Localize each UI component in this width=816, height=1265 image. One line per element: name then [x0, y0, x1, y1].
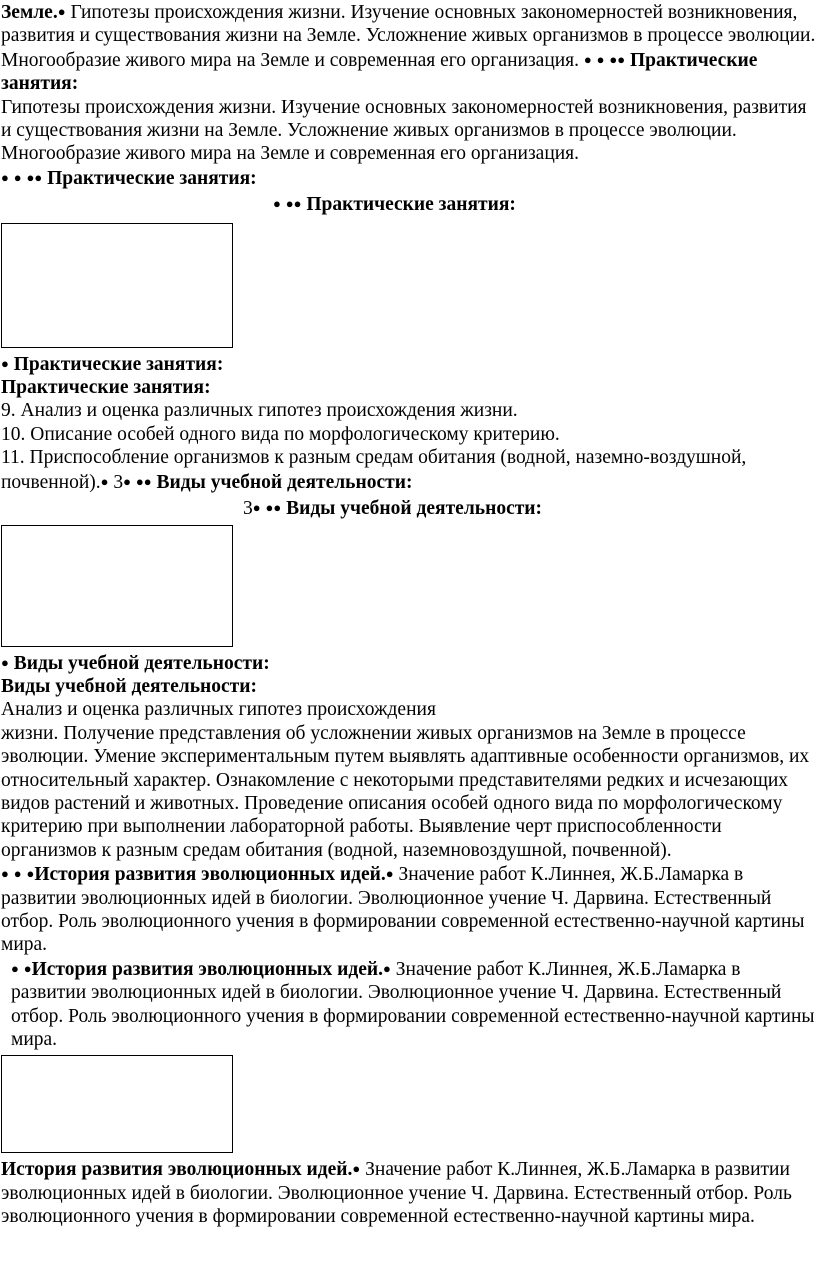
bullet-icon: ●●: [285, 196, 302, 212]
bullet-icon: ●: [57, 4, 66, 19]
bullet-icon: ●: [23, 960, 32, 976]
bullet-icon: ●: [1, 866, 9, 882]
bullet-icon: ●: [100, 473, 109, 489]
history-text: Значение работ К.Линнея, Ж.Б.Ламарка в развитии эволюционных идей в биологии. Эволюционное учение Ч. Дарвина. Естественный отбор. Роль эволюционного учения в формировании современной естественно-научной картины мира.: [11, 958, 815, 1050]
practical-line-2: [1, 192, 816, 216]
activities-heading: Виды учебной деятельности:: [13, 652, 270, 674]
history-text: Значение работ К.Линнея, Ж.Б.Ламарка в развитии эволюционных идей в биологии. Эволюционное учение Ч. Дарвина. Естественный отбор. Роль эволюционного учения в формировании современной естественно-научной картины мира.: [1, 1159, 792, 1228]
paragraph-intro: [1, 0, 816, 96]
bullet-icon: ●: [13, 866, 22, 882]
history-heading: История развития эволюционных идей.: [1, 1159, 353, 1181]
image-placeholder: [1, 525, 233, 647]
activities-heading: Виды учебной деятельности:: [1, 675, 257, 697]
image-placeholder: [1, 223, 233, 348]
bullet-icon: ●●: [265, 500, 282, 516]
activities-line-2: [1, 496, 816, 520]
bullet-icon: ●: [252, 500, 261, 516]
practical-heading: Практические занятия:: [13, 353, 224, 375]
bullet-icon: ●: [383, 960, 391, 976]
activities-line-3: [1, 651, 816, 675]
bullet-icon: ●: [1, 169, 9, 185]
practical-item-10: 10. Описание особей одного вида по морфологическому критерию.: [1, 423, 560, 445]
heading-fragment: Земле.: [1, 2, 58, 23]
bullet-icon: ●: [123, 473, 132, 489]
history-heading: История развития эволюционных идей.: [34, 864, 386, 886]
practical-line-3: [1, 352, 816, 376]
activities-text: жизни. Получение представления об усложнении живых организмов на Земле в процессе эволюции. Умение экспериментальным путем выявлять адаптивные особенности организмов, их относительный характер. Ознакомление с некоторыми представителями редких и исчезающих видов растений и животных. Проведение описания особей одного вида по морфологическому критерию при выполнении лабораторной работы. Выявление черт приспособленности организмов к разным средам обитания (водной, наземновоздушной, почвенной).: [1, 722, 810, 861]
bullet-icon: ●: [26, 866, 35, 882]
bullet-icon: ●: [596, 51, 605, 67]
bullet-icon: ●: [352, 1161, 361, 1177]
bullet-icon: ●: [1, 654, 9, 670]
practical-line-1: [1, 166, 816, 190]
bullet-icon: ●: [13, 169, 22, 185]
bullet-icon: ●●: [26, 169, 43, 185]
activities-heading: Виды учебной деятельности:: [286, 498, 543, 520]
activities-heading: Виды учебной деятельности:: [156, 471, 413, 493]
history-text: Значение работ К.Линнея, Ж.Б.Ламарка в развитии эволюционных идей в биологии. Эволюционное учение Ч. Дарвина. Естественный отбор. Роль эволюционного учения в формировании современной естественно-научной картины мира.: [1, 864, 805, 956]
practical-item-9: 9. Анализ и оценка различных гипотез происхождения жизни.: [1, 400, 518, 422]
number-marker: 3: [113, 471, 124, 493]
practical-heading: Практические занятия:: [47, 167, 257, 189]
number-marker: 3: [243, 498, 253, 520]
history-paragraph-1: [1, 862, 816, 957]
bullet-icon: ●●: [609, 51, 626, 67]
intro-text: Гипотезы происхождения жизни. Изучение основных закономерностей возникновения, развития и существования жизни на Земле. Усложнение живых организмов в процессе эволюции. Многообразие живого мира на Земле и современная его организация.: [1, 2, 816, 71]
paragraph-repeat: Гипотезы происхождения жизни. Изучение основных закономерностей возникновения, развития и существования жизни на Земле. Усложнение живых организмов в процессе эволюции. Многообразие живого мира на Земле и современная его организация.: [1, 96, 807, 165]
bullet-icon: ●: [583, 51, 592, 67]
history-paragraph-3: [1, 1157, 816, 1228]
image-placeholder: [1, 1055, 233, 1153]
practical-heading: Практические занятия:: [1, 377, 211, 399]
practical-item-11-text: 11. Приспособление организмов к разным средам обитания (водной, наземно-воздушной, почвенной).: [1, 447, 747, 493]
practical-label: Практические занятия:: [1, 49, 758, 95]
history-heading: История развития эволюционных идей.: [31, 958, 383, 980]
bullet-icon: ●: [1, 355, 9, 371]
practical-heading: Практические занятия:: [306, 194, 516, 216]
activities-line-4: [1, 675, 816, 698]
history-paragraph-2: [1, 957, 816, 1052]
bullet-icon: ●: [385, 866, 394, 882]
practical-line-4: [1, 376, 816, 399]
bullet-icon: ●: [273, 196, 281, 212]
bullet-icon: ●: [11, 960, 19, 976]
bullet-icon: ●●: [135, 473, 152, 489]
practical-item-11: [1, 446, 816, 494]
activities-text-line1: Анализ и оценка различных гипотез происхождения: [1, 699, 436, 721]
